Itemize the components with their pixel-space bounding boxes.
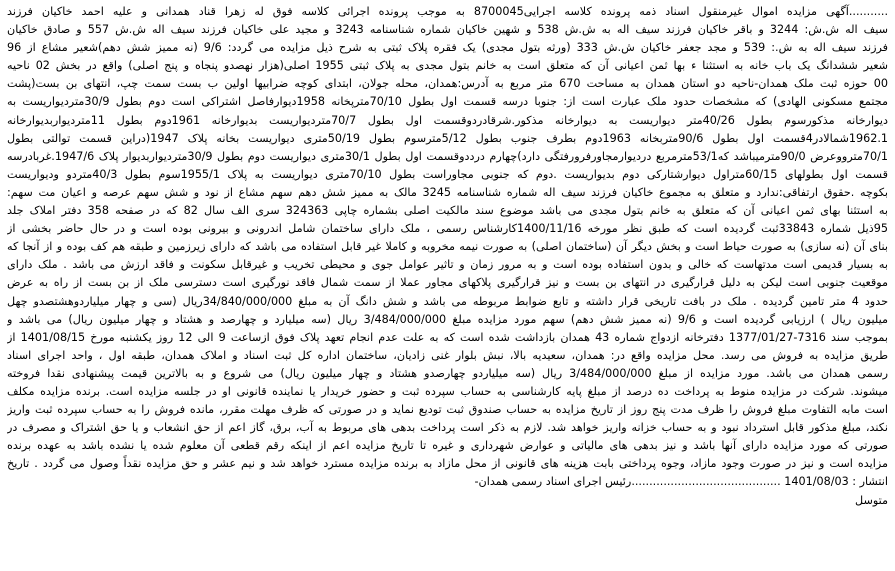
notice-line: مجتمع مسکونی الهادی) که مشخصات حدود ملک عبارت است از: جنوبا درسه قسمت اول بطول 70/10مترپخانه 1958دیوارفاصل اشتراکی است دوم بطول 30/9متردیواریست به (7, 95, 888, 109)
notice-line: موقعیت جنوبی است لیکن به دلیل قرارگیری در انتهای بن بست و نیز قرارگیری پلاکهای مجاور عملا از سمت شمال فاقد نورگیری است دسترسی ملک از بن بست از راه به عرض (7, 276, 888, 290)
notice-line: قسمت اول بطولهای 60/15متراول دیوارشتارکی دوم بدیواریست .دوم که جنوبی مجاوراست بطول 70/10متری دیواریست به پلاک 1955/1سوم بطول 40/3متردو ودیواریست (7, 167, 888, 181)
notice-line: بموجب سند 7316-1377/01/27 دفترخانه ازدواج شماره 43 همدان بازداشت شده است که به علت عدم انجام تعهد پلاک فوق ازساعت 9 الی 12 روز یکشنبه مورخ 1401/08/15 از (7, 330, 888, 344)
notice-line: صورتی که مورد مزایده دارای آنها باشد و نیز بدهی های مالیاتی و عوارض شهرداری و غیره تا تاریخ مزایده اعم از اینکه رقم قطعی آن معلوم شده یا نشده باشد به عهده برنده (7, 439, 888, 453)
notice-line: 1962.1شمالادر4قسمت اول بطول 90/6متربخانه 1963دوم بطرف جنوب بطول 5/12مترسوم بطول 50/19متری دیواریست بخانه پلاک 1947(دراین قسمت توالتی بطول (7, 131, 888, 145)
notice-line: مزایده است و نیز در صورت وجود مازاد، وجوه پرداختی بابت هزینه های قانونی از محل مازاد به برنده مزایده مسترد خواهد شد و نیم عشر و حق مزایده نقداً وصول می گردد . تاریخ (7, 457, 888, 471)
signature-line: متوسل (855, 493, 888, 507)
notice-line: 70/1مترووعرض 90/0مترمیباشد که53/1مترمربع دردیوارمجاورفرورفتگی دارد)چهارم درددوقسمت اول بطول 30/1متری دیواریست دوم بطول 30/9متردیواربدیوار پلاک 1947/6.غربادرسه (7, 149, 888, 163)
notice-line: نکند، مبلغ مذکور قابل استرداد نبود و به حساب خزانه واریز خواهد شد. لازم به ذکر است پرداخت بدهی های مربوط به آب، برق، گاز اعم از حق انشعاب و یا حق اشتراک و مصرف در (7, 421, 888, 435)
notice-line: رسمی همدان می باشد. مورد مزایده از مبلغ 3/484/000/000 ریال (سه میلیاردو چهارصدو هشتاد و چهار میلیون ریال) می شروع و به بالاترین قیمت پیشنهادی نقدا فروخته (7, 366, 888, 380)
notice-line: است مابه التفاوت مبلغ فروش را ظرف مدت پنج روز از تاریخ مزایده به حساب صندوق ثبت تودیع نماید و در صورتی که ظرف مهلت مقرر، مانده فروش را به حساب سپرده ثبت واریز (7, 403, 888, 417)
notice-line: حدود 4 متر تامین گردیده . ملک در بافت تاریخی قرار داشته و تابع ضوابط مربوطه می باشد و شش دانگ آن به مبلغ 34/840/000/000ریال (سی و چهار میلیاردوهشتصدو چهل (7, 294, 888, 308)
notice-line: طریق مزایده به فروش می رسد. محل مزایده واقع در: همدان، سعیدیه بالا، نبش بلوار غنی زادیان، ساختمان اداره کل ثبت اسناد و املاک همدان، طبقه اول ، واحد اجرای اسناد (7, 348, 888, 362)
notice-line: 95ذیل شماره 33843ثبت گردیده است که طبق نظر مورخه 1400/11/16کارشناس رسمی ، ملک دارای ساختمان شامل اندرونی و بیرونی بوده است و در حال حاضر بخشی از (7, 222, 888, 236)
notice-line: به استثنا بهای ثمن اعیانی آن که متعلق به خانم بتول مجدی می باشد موضوع سند مالکیت اصلی بشماره چاپی 324363 سری الف سال 82 که در صفحه 358 دفتر املاک جلد (7, 204, 888, 218)
notice-line: فرزند سیف اله به ش.: 539 و مجد جعفر خاکیان ش.ش 333 (ورثه بتول مجدی) یک فقره پلاک ثبتی به شرح ذیل مزایده می گردد: 9/6 (نه ممیز شش دهم)شعیر مشاع از 96 (7, 41, 888, 55)
notice-line: 00 حوزه ثبت ملک همدان-ناحیه دو استان همدان به مساحت 670 متر مربع به آدرس:همدان، محله جولان، ابتدای کوچه ضرابیها اولین ب بست سمت چپ، انتهای بن بست(پشت (7, 77, 888, 91)
notice-line: به بسیار قدیمی است مدتهاست که خالی و بدون استفاده بوده است و به مرور زمان و تاثیر عوامل جوی و محیطی تخریب و غیرقابل سکونت و فاقد ارزش می باشد . ملک دارای (7, 258, 888, 272)
notice-line: بنای آن (نه سازی) به صورت حیاط است و بخش دیگر آن (ساختمان اصلی) به صورت نیمه مخروبه و کاملا غیر قابل استفاده می باشد که دارای زیرزمین و طبقه هم کف بوده و از آنجا که (7, 240, 888, 254)
notice-line: میشوند. شرکت در مزایده منوط به پرداخت ده درصد از مبلغ پایه کارشناسی به حساب سپرده ثبت و حضور خریدار یا نماینده قانونی او در جلسه مزایده است. برنده مزایده مکلف (7, 384, 888, 398)
notice-line: میلیون ریال ) ارزیابی گردیده است و 9/6 (نه ممیز شش دهم) سهم مورد مزایده مبلغ 3/484/000/000 ریال (سه میلیارد و چهارصد و هشتاد و چهار میلیون ریال) می باشد و (7, 312, 888, 326)
notice-line: شعیر ششدانگ یک باب خانه به استثنا ء بها ثمن اعیانی آن که متعلق است به خانم بتول مجدی به پلاک ثبتی 1955 اصلی(هزار نهصدو پنجاه و پنج اصلی) واقع در بخش 02 ناحیه (7, 59, 888, 73)
notice-line: ...........آگهی مزایده اموال غیرمنقول اسناد ذمه پرونده کلاسه اجرایی8700045 به موجب پرونده اجرائی کلاسه فوق له زهرا قناد همدانی و علیه احمد خاکیان فرزند (7, 5, 888, 18)
notice-line: سیف اله ش.ش: 3244 و باقر خاکیان فرزند سیف اله به ش.ش 538 و شهین خاکیان شماره شناسنامه 3243 و مجید علی خاکیان فرزند سیف اله ش.ش 557 و صادق خاکیان (7, 23, 888, 37)
notice-line: دیوارخانه مذکورسوم بطول 40/26متر دیواریست به دیوارخانه مذکور.شرقادردوقسمت اول بطول 70/7متردیواریست بدیوارخانه 1961دوم بطول 11متردیواربدیوارخانه (7, 113, 888, 127)
publication-date-line: انتشار : 1401/08/03 ..........................................رئیس اجرای اسناد رسمی همدان- (474, 475, 888, 489)
notice-line: بکوچه .حقوق ارتفاقی:ندارد و متعلق به مجموع خاکیان فرزند سیف اله شماره شناسنامه 3245 مالک به ممیز شش دهم سهم مشاع از نود و شش سهم عرصه و اعیان مت سهم: (7, 185, 888, 199)
